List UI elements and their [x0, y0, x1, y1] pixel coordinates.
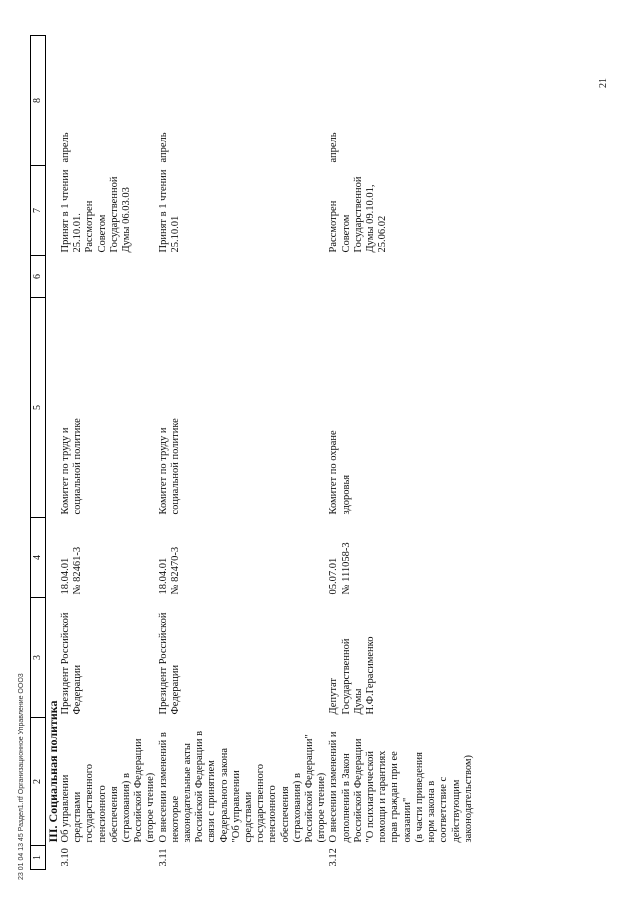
initiator: Президент Российской Федерации	[157, 612, 181, 715]
section-title: III. Социальная политика	[46, 700, 60, 843]
status: Принят в 1 чтении 25.10.01	[157, 169, 181, 253]
column-header-4: 4	[31, 518, 46, 598]
committee: Комитет по труду и социальной политике	[157, 418, 181, 515]
bill-title: О внесении изменений и дополнений в Закон Российской Федерации "О психиатрической помощи и гарантиях прав граждан при ее оказании" (в части приведения норм закона в соответствие с действующим законодательством)	[328, 731, 474, 843]
row-number: 3.11	[157, 848, 169, 867]
table-row	[60, 36, 158, 870]
term: апрель	[157, 132, 169, 163]
rotated-table-container	[30, 10, 625, 870]
status: Рассмотрен Советом Государственной Думы 09.10.01, 25.06.02	[328, 176, 389, 253]
committee: Комитет по охране здоровья	[328, 430, 352, 515]
column-header-6: 6	[31, 256, 46, 298]
column-6-cell	[328, 256, 474, 298]
page-number: 21	[598, 78, 609, 88]
status: Принят в 1 чтении 25.10.01. Рассмотрен Советом Государственной Думы 06.03.03	[60, 169, 133, 253]
term: апрель	[60, 132, 71, 163]
date-number: 18.04.01 № 82461-3	[60, 546, 84, 595]
date-number: 05.07.01 № 111058-3	[328, 542, 352, 595]
section-row	[46, 36, 61, 870]
initiator: Президент Российской Федерации	[60, 612, 84, 715]
column-header-3: 3	[31, 598, 46, 718]
bill-title: Об управлении средствами государственного пенсионного обеспечения (страхования) в Российской Федерации (второе чтение)	[60, 738, 157, 843]
page-footer: 23 01 04 13 45 Раздел1.rtf Организационное Управление ООО3	[18, 673, 25, 880]
row-number: 3.12	[328, 848, 340, 867]
table-row	[158, 36, 329, 870]
date-number: 18.04.01 № 82470-3	[157, 546, 181, 595]
column-6-cell	[158, 256, 329, 298]
column-number-header	[31, 36, 46, 870]
column-6-cell	[60, 256, 158, 298]
table-row	[328, 36, 474, 870]
column-header-2: 2	[31, 718, 46, 846]
legislation-table	[30, 35, 475, 870]
initiator: Депутат Государственной Думы Н.Ф.Герасименко	[328, 636, 377, 715]
committee: Комитет по труду и социальной политике	[60, 418, 84, 515]
bill-title: О внесении изменений в некоторые законодательные акты Российской Федерации в связи с принятием Федерального закона "Об управлении средствами государственного пенсионного обеспечения (страхования) в Российской Федерации" (второе чтение)	[157, 730, 328, 843]
column-header-8: 8	[31, 36, 46, 166]
term: апрель	[328, 132, 340, 163]
column-header-5: 5	[31, 298, 46, 518]
row-number: 3.10	[60, 848, 71, 867]
column-header-7: 7	[31, 166, 46, 256]
column-header-1: 1	[31, 846, 46, 870]
